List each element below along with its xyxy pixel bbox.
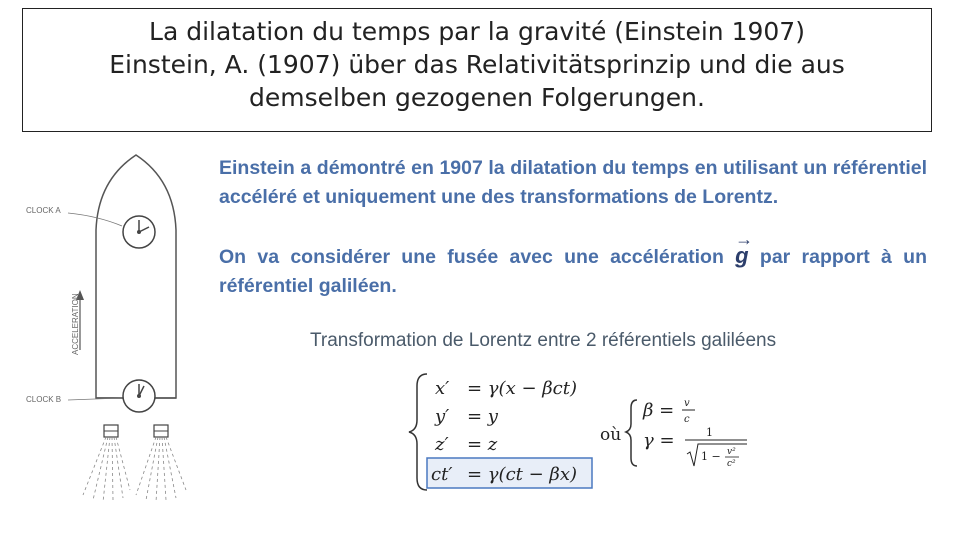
eq1-rhs: = γ(x − βct) bbox=[467, 378, 578, 399]
paragraph2-text-after: par rapport à un référentiel galiléen. bbox=[219, 246, 927, 297]
eq2-lhs: y′ bbox=[435, 406, 450, 427]
beta-denominator: c bbox=[684, 414, 690, 425]
clock-a-label: CLOCK A bbox=[26, 206, 61, 215]
gamma-rad-one: 1 − bbox=[701, 450, 721, 463]
paragraph-rocket-acceleration bbox=[219, 241, 927, 301]
rocket-nose bbox=[96, 155, 176, 398]
lorentz-equations bbox=[405, 370, 765, 500]
title-box bbox=[22, 8, 932, 132]
left-brace bbox=[409, 374, 427, 490]
clock-b-label: CLOCK B bbox=[26, 395, 62, 404]
thruster-left-icon bbox=[83, 425, 130, 502]
eq2-rhs: = y bbox=[467, 406, 498, 427]
eq4-rhs: = γ(ct − βx) bbox=[467, 464, 578, 485]
gamma-rad-numerator: v² bbox=[727, 447, 736, 457]
right-brace bbox=[626, 400, 637, 466]
title-line-3: demselben gezogenen Folgerungen. bbox=[249, 83, 705, 112]
eq1-lhs: x′ bbox=[435, 378, 450, 399]
beta-lhs: β = bbox=[643, 400, 675, 421]
rocket-figure bbox=[18, 150, 208, 510]
lorentz-title: Transformation de Lorentz entre 2 référentiels galiléens bbox=[310, 330, 777, 351]
eq3-lhs: z′ bbox=[435, 434, 449, 455]
gamma-rad-denominator: c² bbox=[727, 459, 736, 469]
eq3-rhs: = z bbox=[467, 434, 498, 455]
title-line-1: La dilatation du temps par la gravité (Einstein 1907) bbox=[149, 17, 805, 46]
clock-b-icon bbox=[123, 380, 155, 412]
acceleration-label: ACCELERATION bbox=[71, 293, 80, 355]
eq4-lhs: ct′ bbox=[431, 464, 453, 485]
vector-g-symbol: → g bbox=[735, 241, 748, 270]
beta-numerator: v bbox=[684, 398, 690, 409]
where-word: où bbox=[600, 425, 622, 445]
gamma-numerator: 1 bbox=[706, 426, 713, 439]
thruster-right-icon bbox=[136, 425, 186, 502]
paragraph-einstein-1907: Einstein a démontré en 1907 la dilatation du temps en utilisant un référentiel accéléré et uniquement une des transformations de Lorentz. bbox=[219, 157, 927, 208]
clock-a-icon bbox=[123, 216, 155, 248]
gamma-lhs: γ = bbox=[643, 430, 675, 451]
paragraph2-text-before: On va considérer une fusée avec une accélération bbox=[219, 246, 736, 268]
title-line-2: Einstein, A. (1907) über das Relativitätsprinzip und die aus bbox=[109, 50, 845, 79]
